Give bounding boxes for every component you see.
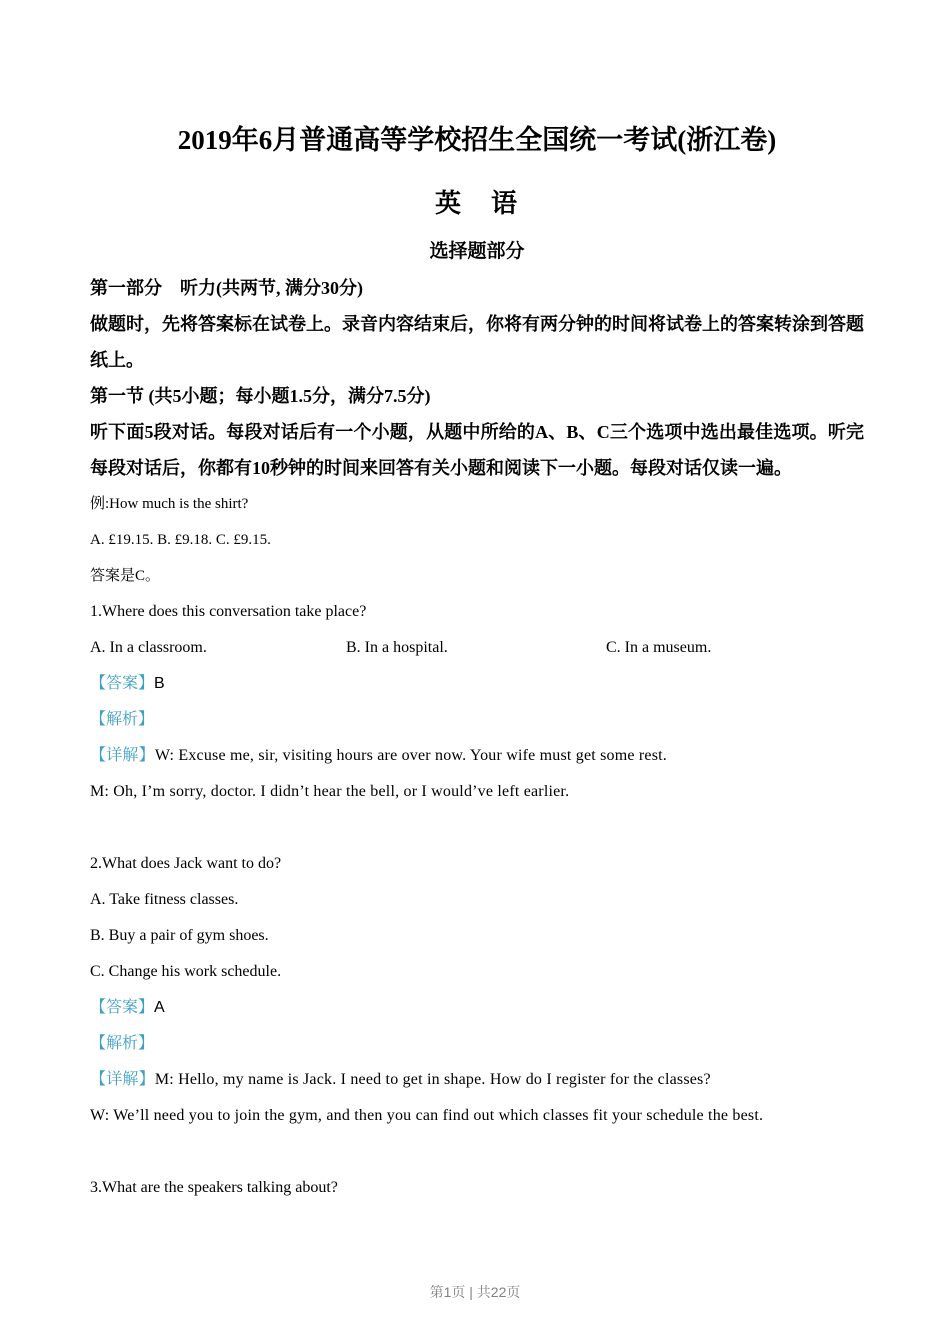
exam-title: 2019年6月普通高等学校招生全国统一考试(浙江卷)	[177, 125, 777, 155]
question-1-analysis-line	[90, 702, 864, 738]
detail-label: 【详解】	[90, 1071, 155, 1088]
section-part-header: 选择题部分	[429, 241, 525, 262]
answer-label: 【答案】	[90, 675, 155, 692]
question-1-detail-line-1	[90, 738, 864, 774]
question-2-option-b: B. Buy a pair of gym shoes.	[90, 927, 269, 944]
spacer	[90, 810, 864, 846]
question-1-answer-value: B	[154, 675, 165, 692]
question-3-text: 3.What are the speakers talking about?	[90, 1179, 338, 1196]
spacer	[90, 1134, 864, 1170]
question-1-detail-line-2: M: Oh, I’m sorry, doctor. I didn’t hear the bell, or I would’ve left earlier.	[90, 783, 570, 800]
analysis-label: 【解析】	[90, 1035, 155, 1052]
question-2-detail-line-2: W: We’ll need you to join the gym, and then you can find out which classes fit your schedule the best.	[90, 1107, 764, 1124]
section1-heading: 第一节 (共5小题；每小题1.5分，满分7.5分)	[90, 386, 431, 406]
question-2-detail-line-1	[90, 1062, 864, 1098]
question-2-answer-line	[90, 990, 864, 1026]
question-1-options	[90, 630, 864, 666]
question-1-detail-text-1: W: Excuse me, sir, visiting hours are over now. Your wife must get some rest.	[154, 747, 667, 764]
question-2-analysis-line	[90, 1026, 864, 1062]
answer-label: 【答案】	[90, 999, 155, 1016]
part1-heading: 第一部分 听力(共两节, 满分30分)	[90, 278, 363, 298]
example-options: A. £19.15. B. £9.18. C. £9.15.	[90, 532, 271, 548]
question-1-option-c: C. In a museum.	[606, 639, 712, 656]
question-2-detail-text-1: M: Hello, my name is Jack. I need to get in shape. How do I register for the classes?	[154, 1071, 711, 1088]
part1-instructions: 做题时，先将答案标在试卷上。录音内容结束后，你将有两分钟的时间将试卷上的答案转涂到答题纸上。	[90, 314, 864, 370]
question-2-answer-value: A	[154, 999, 165, 1016]
question-2-text: 2.What does Jack want to do?	[90, 855, 282, 872]
question-1-answer-line	[90, 666, 864, 702]
page-footer: 第1页 | 共22页	[429, 1284, 521, 1300]
question-2-option-a: A. Take fitness classes.	[90, 891, 239, 908]
question-2-option-c: C. Change his work schedule.	[90, 963, 282, 980]
detail-label: 【详解】	[90, 747, 155, 764]
analysis-label: 【解析】	[90, 711, 155, 728]
example-answer: 答案是C。	[90, 568, 161, 584]
question-1-text: 1.Where does this conversation take place?	[90, 603, 367, 620]
exam-subject: 英 语	[434, 189, 519, 218]
question-1-option-b: B. In a hospital.	[346, 639, 448, 656]
example-question: 例:How much is the shirt?	[90, 496, 249, 512]
section1-instructions: 听下面5段对话。每段对话后有一个小题，从题中所给的A、B、C三个选项中选出最佳选项。听完每段对话后，你都有10秒钟的时间来回答有关小题和阅读下一小题。每段对话仅读一遍。	[90, 422, 864, 478]
question-1-option-a: A. In a classroom.	[90, 639, 207, 656]
